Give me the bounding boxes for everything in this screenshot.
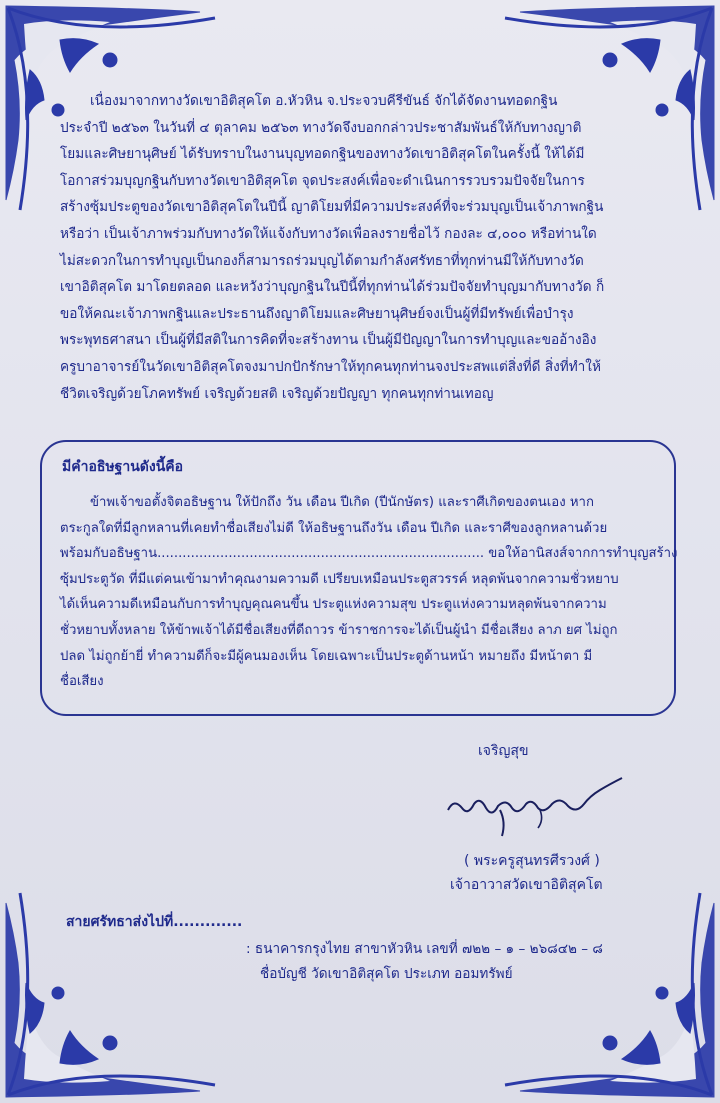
wish-line: ปลด ไม่ถูกย้ายี่ ทำความดีก็จะมีผู้คนมองเห็น โดยเฉพาะเป็นประตูด้านหน้า หมายถึง มีหน้าตา มี <box>60 648 593 664</box>
wish-line: ตระกูลใดที่มีลูกหลานที่เคยทำชื่อเสียงไม่ดี ให้อธิษฐานถึงวัน เดือน ปีเกิด และราศีของลูกหลานด้วย <box>60 520 608 536</box>
intro-line: ขอให้คณะเจ้าภาพกฐินและประธานถึงญาติโยมและศิษยานุศิษย์จงเป็นผู้ที่มีทรัพย์เพื่อบำรุง <box>60 305 574 322</box>
intro-line: โยมและศิษยานุศิษย์ ได้รับทราบในงานบุญทอดกฐินของทางวัดเขาอิติสุคโตในครั้งนี้ ให้ได้มี <box>60 146 585 163</box>
wish-line: ชื่อเสียง <box>60 674 104 690</box>
closing-text: เจริญสุข <box>478 743 529 759</box>
intro-line: พระพุทธศาสนา เป็นผู้ที่มีสติในการคิดที่จะสร้างทาน เป็นผู้มีปัญญาในการทำบุญและขออ้างอิง <box>60 332 597 349</box>
intro-line: ไม่สะดวกในการทำบุญเป็นกองก็สามารถร่วมบุญได้ตามกำลังศรัทธาที่ทุกท่านมีให้กับทางวัด <box>60 252 584 269</box>
corner-ornament-bottom-left <box>0 873 230 1103</box>
intro-line: สร้างซุ้มประตูของวัดเขาอิติสุคโตในปีนี้ ญาติโยมที่มีความประสงค์ที่จะร่วมบุญเป็นเจ้าภาพกฐิน <box>60 199 604 216</box>
wish-line: ชั่วหยาบทั้งหลาย ให้ข้าพเจ้าได้มีชื่อเสียงที่ดีถาวร ข้าราชการจะได้เป็นผู้นำ มีชื่อเสียง ลาภ ยศ ไม่ถูก <box>60 622 618 638</box>
intro-line: ประจำปี ๒๕๖๓ ในวันที่ ๔ ตุลาคม ๒๕๖๓ ทางวัดจึงบอกกล่าวประชาสัมพันธ์ให้กับทางญาติ <box>60 119 582 136</box>
wish-line: ซุ้มประตูวัด ที่มีแต่คนเข้ามาทำคุณงามความดี เปรียบเหมือนประตูสวรรค์ หลุดพ้นจากความชั่วหยาบ <box>60 571 619 587</box>
bank-account-line: : ธนาคารกรุงไทย สาขาหัวหิน เลขที่ ๗๒๒ – ๑ – ๒๖๘๔๒ – ๘ <box>246 941 603 957</box>
intro-line: เนื่องมาจากทางวัดเขาอิติสุคโต อ.หัวหิน จ.ประจวบคีรีขันธ์ จักได้จัดงานทอดกฐิน <box>90 93 558 109</box>
intro-paragraph <box>60 88 670 407</box>
wish-title: มีคำอธิษฐานดังนี้คือ <box>62 459 184 475</box>
intro-line: เขาอิติสุคโต มาโดยตลอด และหวังว่าบุญกฐินในปีนี้ที่ทุกท่านได้ร่วมปัจจัยทำบุญมากับทางวัด ก็ <box>60 279 605 296</box>
intro-line: ชีวิตเจริญด้วยโภคทรัพย์ เจริญด้วยสติ เจริญด้วยปัญญา ทุกคนทุกท่านเทอญ <box>60 385 494 402</box>
intro-line: หรือว่า เป็นเจ้าภาพร่วมกับทางวัดให้แจ้งกับทางวัดเพื่อลงรายชื่อไว้ กองละ ๔,๐๐๐ หรือท่านใด <box>60 225 597 242</box>
wish-line: ได้เห็นความดีเหมือนกับการทำบุญคุณคนขึ้น ประตูแห่งความสุข ประตูแห่งความหลุดพ้นจากความ <box>60 597 607 613</box>
intro-line: โอกาสร่วมบุญกฐินกับทางวัดเขาอิติสุคโต จุดประสงค์เพื่อจะดำเนินการรวบรวมปัจจัยในการ <box>60 172 585 189</box>
wish-line: พร้อมกับอธิษฐาน.............................................................................. ขอให้อานิสงส์จากการทำบุญสร้าง <box>60 546 678 562</box>
account-name-line: ชื่อบัญชี วัดเขาอิติสุคโต ประเภท ออมทรัพย์ <box>260 966 513 982</box>
signer-name: ( พระครูสุนทรศีรวงศ์ ) <box>464 853 600 869</box>
handwritten-signature <box>440 770 630 840</box>
donation-label: สายศรัทธาส่งไปที่............. <box>66 914 243 930</box>
corner-ornament-bottom-right <box>490 873 720 1103</box>
wish-line: ข้าพเจ้าขอตั้งจิตอธิษฐาน ให้ปักถึง วัน เดือน ปีเกิด (ปีนักษัตร) และราศีเกิดของตนเอง หาก <box>90 495 594 510</box>
signer-title: เจ้าอาวาสวัดเขาอิติสุคโต <box>450 877 603 893</box>
intro-line: ครูบาอาจารย์ในวัดเขาอิติสุคโตจงมาปกปักรักษาให้ทุกคนทุกท่านจงประสพแต่สิ่งที่ดี สิ่งที่ทำให้ <box>60 358 601 375</box>
wish-body <box>60 490 678 695</box>
